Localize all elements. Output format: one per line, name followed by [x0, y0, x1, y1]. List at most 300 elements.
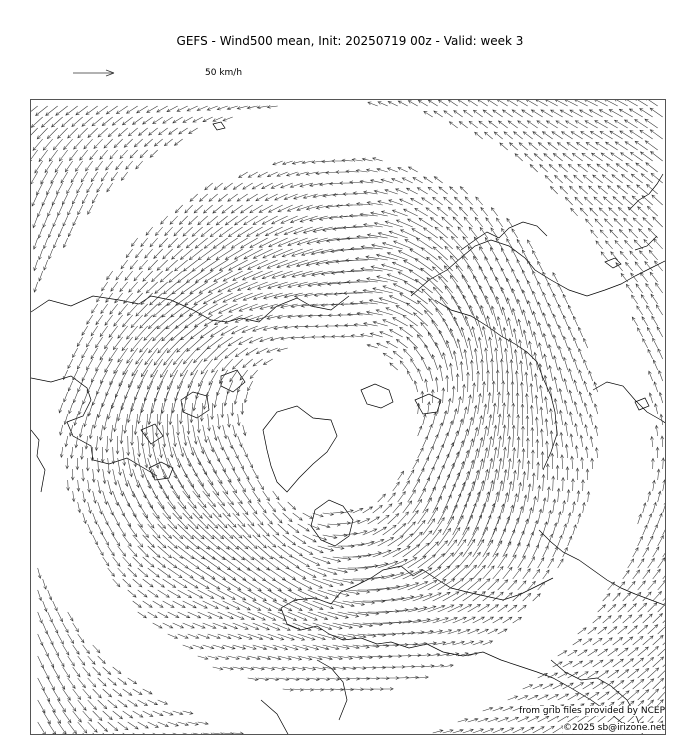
wind-arrow: [225, 315, 243, 324]
wind-arrow: [626, 284, 632, 293]
wind-arrow: [148, 722, 159, 727]
wind-arrow: [228, 568, 246, 580]
wind-arrow: [96, 359, 103, 371]
wind-arrow: [307, 238, 328, 244]
wind-arrow: [158, 403, 162, 425]
wind-arrow: [478, 394, 482, 415]
wind-arrow: [138, 282, 148, 293]
wind-arrow: [601, 153, 613, 161]
wind-arrow: [493, 469, 498, 491]
wind-arrow: [278, 634, 295, 640]
wind-arrow: [361, 246, 383, 250]
wind-arrow: [498, 580, 508, 590]
wind-arrow: [253, 513, 263, 525]
wind-arrow: [544, 354, 548, 370]
wind-arrow: [631, 174, 642, 183]
wind-arrow: [595, 219, 603, 227]
wind-arrow: [278, 568, 296, 580]
wind-arrow: [518, 483, 522, 503]
wind-arrow: [363, 552, 382, 557]
wind-arrow: [263, 557, 280, 570]
wind-arrow: [82, 469, 85, 481]
wind-arrow: [88, 700, 97, 710]
wind-arrow: [118, 128, 127, 136]
wind-arrow: [147, 106, 158, 113]
wind-arrow: [423, 457, 429, 469]
wind-arrow: [488, 553, 499, 568]
wind-arrow: [199, 370, 208, 387]
wind-arrow: [559, 164, 568, 172]
wind-arrow: [458, 504, 467, 524]
wind-arrow: [378, 102, 388, 106]
wind-arrow: [237, 381, 242, 392]
wind-arrow: [133, 535, 143, 547]
wind-arrow: [129, 282, 138, 292]
wind-arrow: [659, 371, 663, 381]
wind-arrow: [504, 349, 507, 371]
wind-arrow: [443, 318, 453, 337]
wind-arrow: [173, 623, 184, 628]
wind-arrow: [324, 293, 342, 296]
wind-arrow: [39, 249, 43, 260]
wind-arrow: [318, 634, 336, 640]
wind-arrow: [548, 695, 559, 701]
wind-arrow: [157, 315, 173, 329]
wind-arrow: [203, 392, 207, 409]
wind-arrow: [633, 679, 644, 689]
wind-arrow: [468, 395, 472, 414]
wind-arrow: [44, 260, 48, 270]
wind-arrow: [498, 458, 502, 480]
wind-arrow: [218, 414, 221, 429]
wind-arrow: [428, 467, 434, 480]
wind-arrow: [48, 722, 56, 735]
wind-arrow: [449, 363, 452, 381]
wind-arrow: [253, 326, 268, 332]
wind-arrow: [418, 448, 423, 458]
wind-arrow: [258, 678, 269, 681]
wind-arrow: [101, 172, 107, 181]
wind-arrow: [265, 227, 282, 236]
wind-arrow: [189, 216, 198, 225]
wind-arrow: [400, 199, 413, 205]
wind-arrow: [228, 656, 240, 660]
wind-arrow: [203, 733, 214, 735]
wind-arrow: [287, 172, 298, 176]
wind-arrow: [258, 502, 267, 513]
wind-arrow: [608, 691, 619, 700]
wind-arrow: [488, 504, 495, 525]
wind-arrow: [474, 256, 483, 271]
wind-arrow: [493, 327, 498, 348]
wind-arrow: [293, 535, 306, 544]
wind-arrow: [178, 634, 189, 639]
wind-arrow: [243, 667, 254, 670]
wind-arrow: [663, 591, 666, 601]
wind-arrow: [503, 447, 507, 469]
wind-arrow: [535, 100, 547, 106]
wind-arrow: [636, 284, 643, 293]
wind-arrow: [241, 403, 244, 414]
wind-arrow: [78, 128, 88, 138]
wind-arrow: [595, 448, 598, 458]
wind-arrows: [31, 100, 666, 735]
wind-arrow: [241, 238, 258, 248]
wind-arrow: [86, 161, 93, 171]
wind-arrow: [582, 153, 593, 161]
wind-arrow: [168, 370, 178, 389]
wind-arrow: [268, 590, 287, 601]
wind-arrow: [643, 547, 649, 557]
wind-arrow: [133, 579, 142, 587]
wind-arrow: [488, 629, 498, 634]
wind-arrow: [313, 227, 333, 233]
wind-arrow: [559, 367, 563, 381]
wind-arrow: [633, 615, 642, 624]
wind-arrow: [273, 491, 279, 500]
wind-arrow: [247, 227, 263, 236]
wind-arrow: [628, 559, 634, 568]
wind-arrow: [383, 242, 403, 249]
wind-arrow: [645, 100, 658, 106]
wind-arrow: [529, 362, 533, 381]
wind-arrow: [563, 336, 567, 348]
wind-arrow: [520, 382, 523, 403]
wind-arrow: [634, 240, 643, 249]
wind-arrow: [188, 436, 194, 455]
wind-arrow: [166, 414, 169, 436]
wind-arrow: [533, 332, 538, 348]
wind-arrow: [373, 158, 383, 162]
wind-arrow: [531, 110, 542, 117]
wind-arrow: [168, 590, 181, 598]
wind-arrow: [388, 677, 399, 680]
wind-arrow: [98, 524, 103, 535]
wind-arrow: [110, 304, 118, 314]
wind-arrow: [353, 554, 372, 557]
wind-arrow: [453, 592, 468, 602]
wind-arrow: [600, 230, 608, 238]
wind-arrow: [123, 557, 132, 566]
wind-arrow: [573, 683, 584, 689]
wind-arrow: [463, 729, 474, 733]
wind-arrow: [543, 292, 548, 304]
wind-arrow: [523, 685, 533, 689]
wind-arrow: [651, 458, 654, 469]
wind-arrow: [446, 376, 449, 393]
wind-arrow: [561, 455, 564, 469]
wind-arrow: [658, 558, 665, 568]
wind-arrow: [263, 601, 282, 611]
wind-arrow: [522, 449, 525, 469]
wind-arrow: [387, 168, 397, 172]
wind-arrow: [403, 643, 418, 646]
wind-arrow: [180, 249, 192, 260]
wind-arrow: [172, 392, 178, 413]
wind-arrow: [313, 601, 334, 609]
wind-arrow: [133, 711, 143, 717]
wind-arrow: [658, 513, 662, 524]
wind-arrow: [113, 689, 122, 696]
wind-arrow: [478, 100, 488, 106]
wind-arrow: [629, 229, 638, 238]
wind-arrow: [458, 100, 468, 106]
wind-arrow: [133, 557, 143, 567]
wind-arrow: [444, 111, 453, 117]
wind-arrow: [201, 260, 218, 271]
wind-arrow: [568, 513, 571, 524]
wind-arrow: [31, 117, 42, 127]
wind-arrow: [593, 616, 601, 623]
wind-arrow: [546, 441, 549, 458]
wind-arrow: [116, 436, 119, 454]
wind-arrow: [207, 216, 218, 225]
wind-arrow: [584, 197, 592, 205]
wind-arrow: [408, 167, 417, 172]
wind-arrow: [103, 557, 109, 566]
wind-arrow: [488, 481, 494, 503]
wind-arrow: [348, 590, 370, 593]
wind-arrow: [474, 295, 482, 315]
wind-arrow: [641, 174, 653, 183]
wind-arrow: [574, 402, 578, 414]
wind-arrow: [398, 492, 406, 503]
wind-arrow: [268, 568, 286, 580]
wind-arrow: [648, 536, 653, 546]
wind-arrow: [513, 728, 524, 733]
wind-arrow: [553, 335, 558, 348]
wind-arrow: [568, 164, 577, 172]
wind-arrow: [43, 645, 49, 657]
wind-arrow: [48, 612, 53, 622]
wind-arrow: [638, 514, 642, 524]
wind-arrow: [464, 350, 468, 371]
wind-arrow: [158, 722, 169, 727]
wind-arrow: [303, 688, 314, 691]
wind-arrow: [93, 733, 103, 735]
wind-arrow: [383, 687, 394, 690]
wind-arrow: [229, 260, 248, 270]
wind-arrow: [187, 106, 198, 111]
wind-arrow: [53, 645, 59, 656]
wind-arrow: [193, 117, 203, 122]
wind-arrow: [143, 711, 153, 716]
wind-arrow: [407, 337, 418, 348]
wind-arrow: [513, 329, 518, 348]
wind-arrow: [153, 447, 159, 468]
wind-arrow: [650, 108, 663, 117]
wind-arrow: [373, 644, 389, 647]
wind-arrow: [558, 694, 569, 700]
wind-arrow: [258, 612, 276, 620]
wind-arrow: [106, 161, 113, 170]
wind-arrow: [553, 273, 558, 282]
wind-arrow: [96, 161, 103, 171]
wind-arrow: [593, 638, 602, 645]
wind-arrow: [468, 100, 478, 106]
wind-arrow: [452, 386, 455, 403]
wind-arrow: [594, 404, 598, 414]
wind-arrow: [442, 388, 445, 403]
wind-arrow: [523, 519, 529, 535]
wind-arrow: [293, 688, 304, 691]
wind-arrow: [413, 177, 423, 183]
wind-arrow: [520, 361, 523, 381]
wind-arrow: [243, 425, 246, 436]
wind-arrow: [233, 425, 237, 437]
wind-arrow: [512, 403, 515, 425]
wind-arrow: [392, 178, 403, 183]
wind-arrow: [107, 403, 112, 419]
wind-arrow: [649, 393, 653, 403]
wind-arrow: [128, 700, 138, 706]
wind-arrow: [586, 469, 589, 480]
wind-arrow: [222, 205, 233, 213]
wind-arrow: [523, 495, 527, 513]
wind-arrow: [570, 434, 573, 447]
wind-arrow: [73, 623, 79, 632]
wind-arrow: [135, 326, 148, 340]
wind-arrow: [563, 315, 568, 326]
wind-arrow: [112, 117, 122, 125]
wind-arrow: [640, 130, 653, 139]
wind-arrow: [145, 414, 148, 436]
wind-arrow: [507, 239, 513, 249]
wind-arrow: [116, 106, 127, 114]
wind-arrow: [586, 142, 598, 150]
wind-arrow: [281, 216, 298, 223]
wind-arrow: [464, 110, 473, 117]
wind-arrow: [498, 504, 505, 524]
wind-arrow: [248, 502, 257, 514]
wind-arrow: [47, 128, 57, 139]
wind-arrow: [223, 535, 239, 549]
wind-arrow: [53, 139, 62, 150]
wind-arrow: [483, 404, 487, 425]
wind-arrow: [446, 341, 453, 360]
wind-arrow: [503, 470, 507, 491]
wind-arrow: [460, 187, 468, 194]
wind-arrow: [103, 689, 112, 697]
wind-arrow: [64, 392, 68, 402]
wind-arrow: [103, 535, 109, 545]
wind-arrow: [579, 370, 583, 381]
wind-arrow: [73, 667, 80, 677]
coastline-asia: [411, 240, 666, 296]
wind-arrow: [367, 169, 378, 172]
wind-arrow: [341, 303, 358, 306]
wind-arrow: [127, 403, 132, 423]
wind-arrow: [83, 667, 91, 676]
wind-arrow: [193, 733, 204, 735]
wind-arrow: [400, 327, 413, 337]
wind-arrow: [648, 514, 652, 524]
wind-arrow: [523, 310, 528, 326]
wind-arrow: [619, 229, 627, 238]
wind-arrow: [86, 337, 92, 347]
wind-arrow: [383, 353, 393, 359]
wind-arrow: [502, 381, 505, 403]
wind-arrow: [31, 106, 38, 116]
wind-arrow: [113, 667, 121, 674]
wind-arrow: [198, 568, 215, 579]
wind-arrow: [167, 106, 178, 112]
wind-arrow: [628, 669, 639, 678]
wind-arrow: [483, 617, 494, 623]
wind-arrow: [508, 318, 513, 337]
wind-arrow: [529, 143, 538, 150]
wind-arrow: [528, 532, 534, 546]
wind-arrow: [417, 188, 427, 194]
coastline-small-island-1: [213, 122, 225, 130]
wind-arrow: [143, 557, 154, 567]
wind-arrow: [219, 260, 237, 271]
wind-arrow: [498, 414, 502, 436]
wind-arrow: [436, 308, 448, 326]
wind-arrow: [219, 304, 238, 313]
wind-arrow: [163, 623, 173, 628]
wind-arrow: [458, 441, 464, 458]
wind-arrow: [483, 707, 493, 711]
wind-arrow: [527, 240, 532, 249]
wind-arrow: [582, 503, 585, 514]
wind-arrow: [428, 425, 433, 437]
wind-arrow: [348, 543, 365, 546]
wind-arrow: [475, 132, 483, 139]
wind-arrow: [83, 513, 87, 524]
wind-arrow: [418, 468, 424, 480]
wind-arrow: [47, 183, 53, 195]
wind-arrow: [38, 227, 43, 238]
wind-arrow: [101, 304, 108, 314]
wind-arrow: [651, 173, 663, 183]
wind-arrow: [383, 504, 392, 513]
wind-arrow: [568, 305, 573, 315]
wind-arrow: [163, 733, 174, 735]
wind-arrow: [82, 348, 88, 358]
wind-arrow: [398, 512, 409, 524]
wind-arrow: [478, 553, 490, 568]
wind-arrow: [193, 579, 209, 589]
wind-arrow: [224, 183, 233, 190]
wind-arrow: [518, 605, 527, 612]
wind-arrow: [361, 267, 383, 271]
wind-arrow: [513, 494, 518, 513]
wind-arrow: [596, 241, 603, 249]
wind-arrow: [233, 271, 253, 281]
wind-arrow: [288, 634, 305, 640]
wind-arrow: [38, 700, 45, 713]
wind-arrow: [313, 513, 324, 517]
wind-arrow: [144, 139, 152, 147]
wind-arrow: [623, 196, 633, 205]
wind-arrow: [403, 595, 423, 602]
wind-arrow: [118, 546, 126, 556]
wind-arrow: [87, 381, 93, 393]
wind-arrow: [173, 447, 181, 468]
wind-arrow: [105, 315, 113, 325]
wind-arrow: [523, 727, 534, 733]
wind-arrow: [59, 403, 63, 413]
wind-arrow: [373, 550, 391, 557]
wind-arrow: [548, 324, 553, 337]
wind-arrow: [183, 447, 191, 467]
wind-arrow: [498, 629, 507, 634]
wind-arrow: [653, 635, 664, 645]
wind-arrow: [183, 227, 193, 236]
wind-arrow: [478, 337, 483, 359]
wind-arrow: [423, 478, 430, 491]
